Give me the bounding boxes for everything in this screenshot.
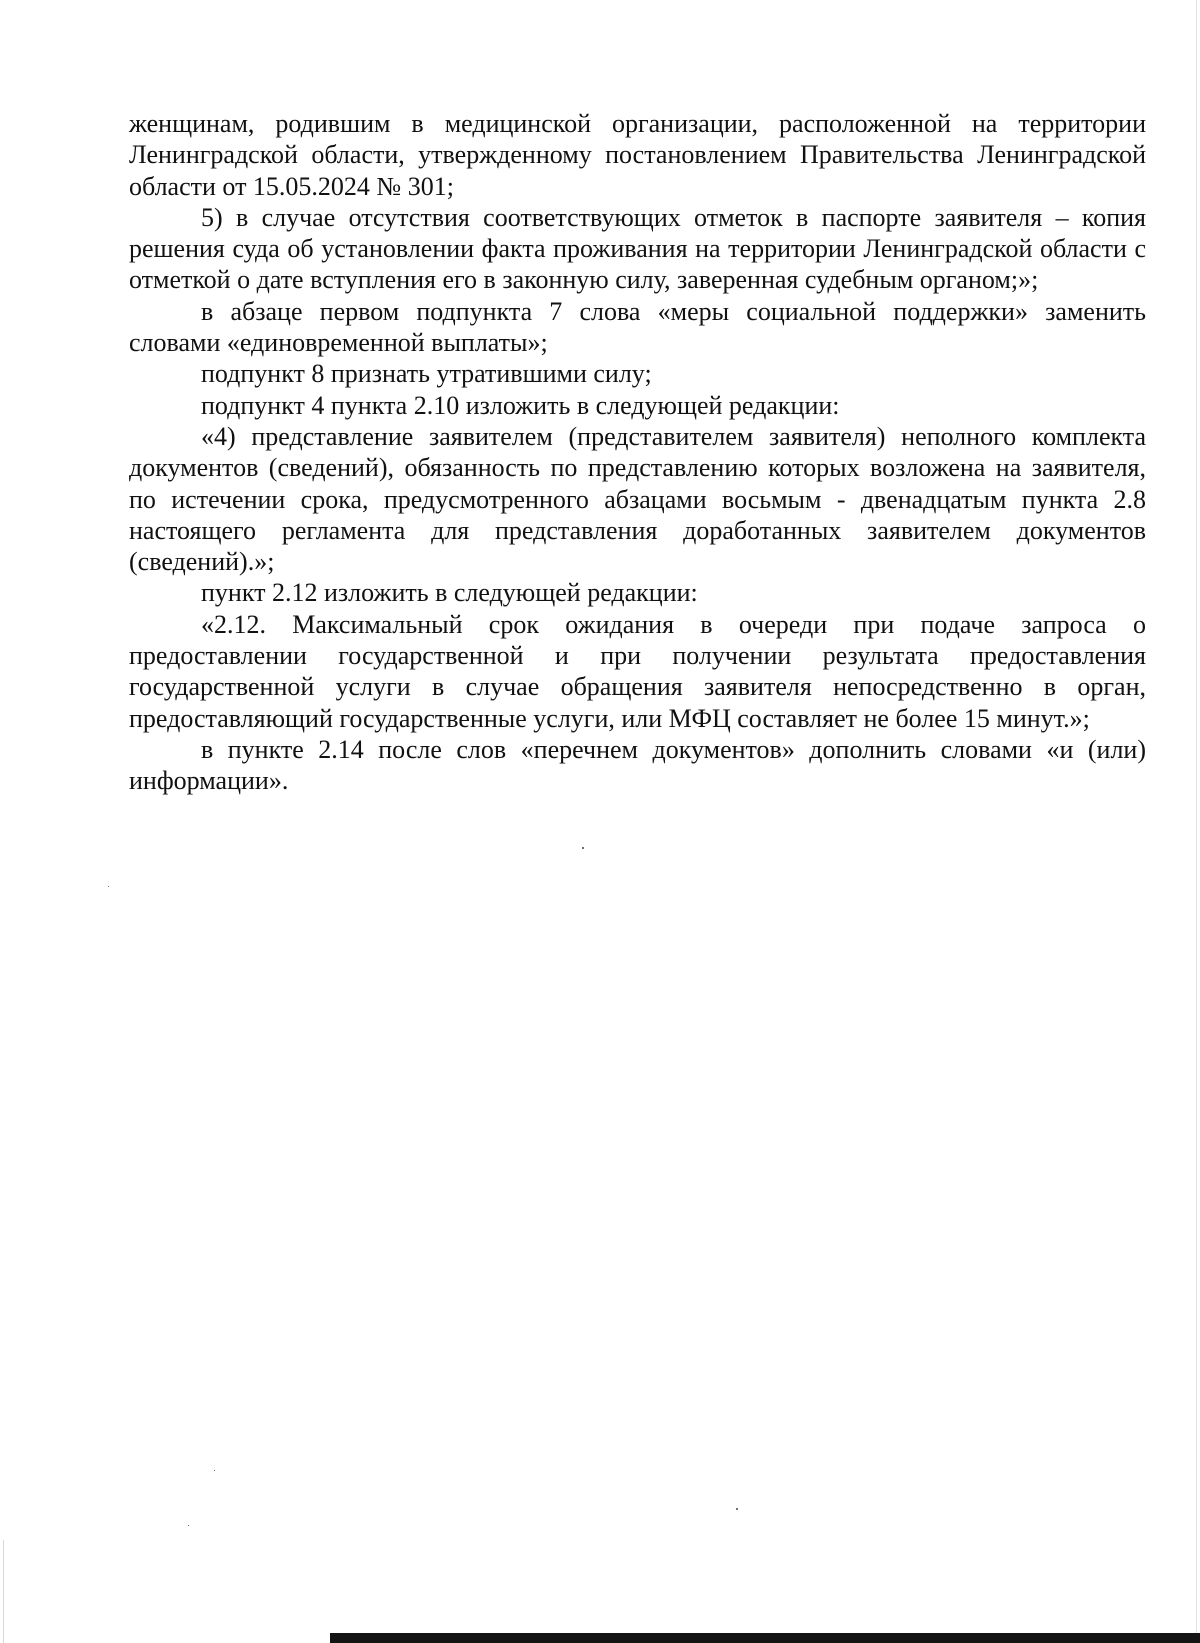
- paragraph-amend-2-10-text: «4) представление заявителем (представителем заявителя) неполного комплекта документов (сведений), обязанность по представлению которых возложена на заявителя, по истечении срока, предусмотренного абзацами восьмым - двенадцатым пункта 2.8 настоящего регламента для представления доработанных заявителем документов (сведений).»;: [129, 421, 1146, 577]
- paragraph-amend-subitem-7: в абзаце первом подпункта 7 слова «меры социальной поддержки» заменить словами «единовременной выплаты»;: [129, 296, 1146, 358]
- scan-speck: [582, 847, 584, 849]
- scan-speck: [736, 1508, 738, 1510]
- paragraph-item-5: 5) в случае отсутствия соответствующих отметок в паспорте заявителя – копия решения суда об установлении факта проживания на территории Ленинградской области с отметкой о дате вступления его в законную силу, заверенная судебным органом;»;: [129, 202, 1146, 295]
- document-body: [129, 108, 1146, 797]
- paragraph-repeal-subitem-8: подпункт 8 признать утратившими силу;: [201, 359, 652, 389]
- paragraph-amend-2-14: в пункте 2.14 после слов «перечнем документов» дополнить словами «и (или) информации».: [129, 734, 1146, 796]
- scan-speck: [108, 886, 109, 887]
- scan-edge-left: [3, 1540, 4, 1643]
- scan-edge-bottom: [330, 1633, 1200, 1643]
- scan-speck: [214, 1470, 215, 1471]
- paragraph-amend-2-12-intro: пункт 2.12 изложить в следующей редакции:: [201, 578, 698, 608]
- scan-speck: [188, 1525, 189, 1526]
- scan-edge-right: [1196, 0, 1197, 1643]
- paragraph-amend-2-12-text: «2.12. Максимальный срок ожидания в очереди при подаче запроса о предоставлении государственной и при получении результата предоставления государственной услуги в случае обращения заявителя непосредственно в орган, предоставляющий государственные услуги, или МФЦ составляет не более 15 минут.»;: [129, 609, 1146, 733]
- paragraph-amend-2-10-intro: подпункт 4 пункта 2.10 изложить в следующей редакции:: [201, 390, 840, 420]
- paragraph-continuation: женщинам, родившим в медицинской организации, расположенной на территории Ленинградской области, утвержденному постановлением Правительства Ленинградской области от 15.05.2024 № 301;: [129, 109, 1146, 201]
